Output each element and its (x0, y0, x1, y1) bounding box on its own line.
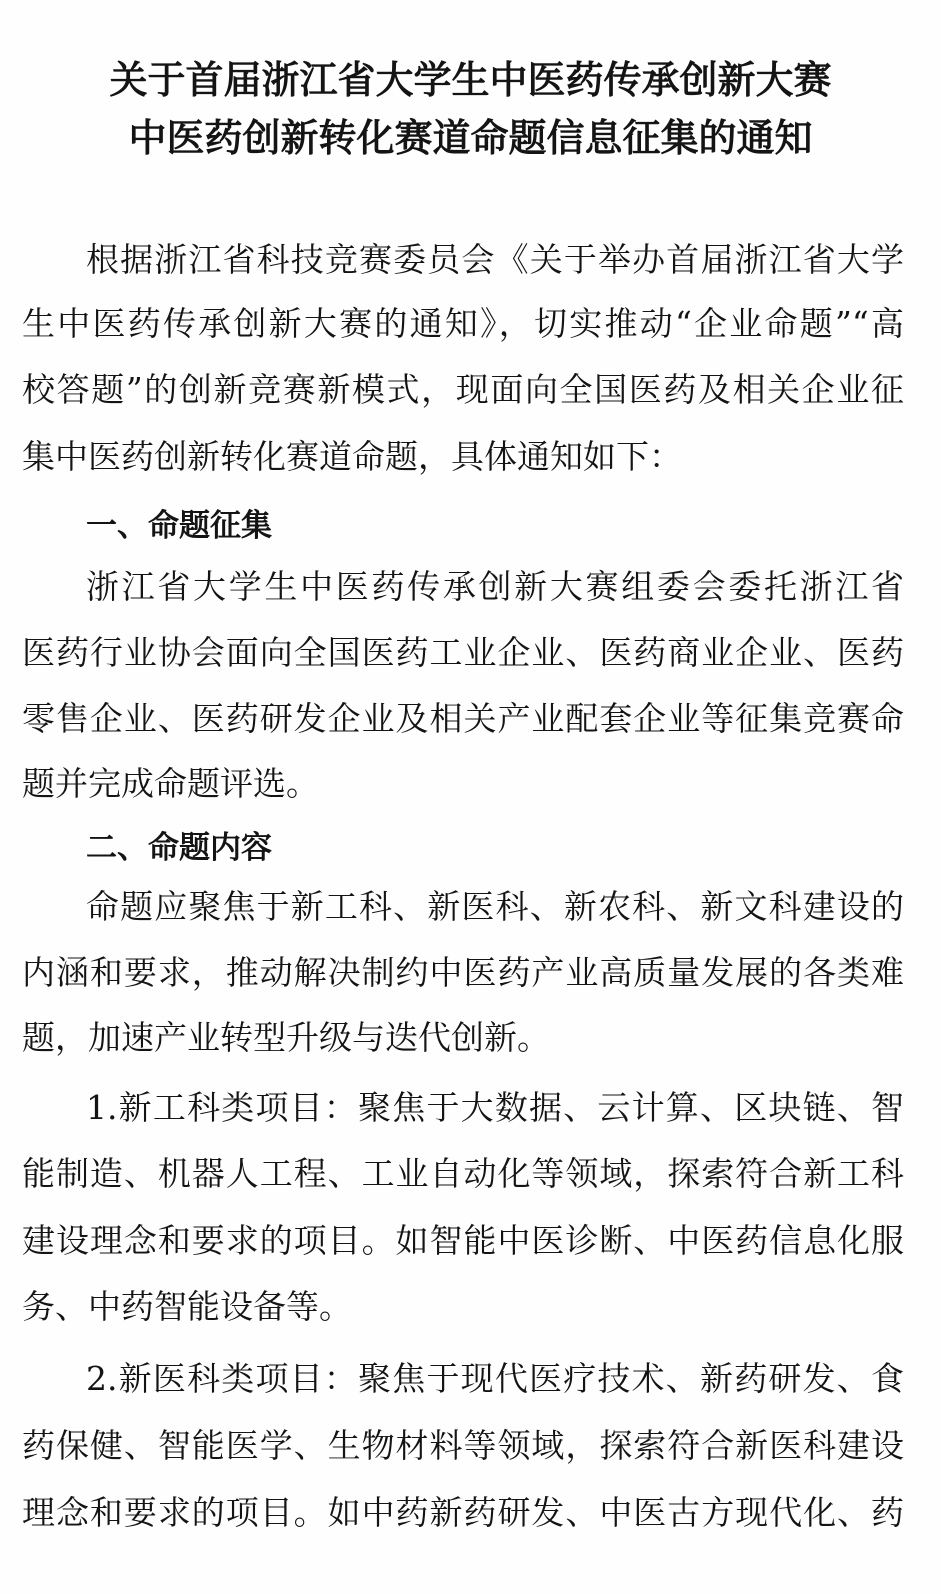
body-line: 命题应聚焦于新工科、新医科、新农科、新文科建设的 (86, 887, 904, 926)
body-line: 校答题”的创新竞赛新模式，现面向全国医药及相关企业征 (22, 370, 904, 409)
body-line: 理念和要求的项目。如中药新药研发、中医古方现代化、药 (22, 1493, 904, 1532)
body-line: 内涵和要求，推动解决制约中医药产业高质量发展的各类难 (22, 953, 904, 992)
body-line: 1.新工科类项目：聚焦于大数据、云计算、区块链、智 (86, 1088, 904, 1127)
body-line: 题并完成命题评选。 (22, 764, 319, 803)
section-heading-2: 二、命题内容 (86, 830, 272, 866)
body-line: 根据浙江省科技竞赛委员会《关于举办首届浙江省大学 (86, 240, 904, 279)
body-line: 集中医药创新转化赛道命题，具体通知如下： (22, 437, 682, 476)
body-line: 医药行业协会面向全国医药工业企业、医药商业企业、医药 (22, 633, 904, 672)
body-line: 建设理念和要求的项目。如智能中医诊断、中医药信息化服 (22, 1221, 904, 1260)
body-line: 浙江省大学生中医药传承创新大赛组委会委托浙江省 (86, 567, 904, 606)
document-title-line-1: 关于首届浙江省大学生中医药传承创新大赛 (109, 58, 832, 102)
document-title-line-2: 中医药创新转化赛道命题信息征集的通知 (128, 116, 813, 160)
body-line: 药保健、智能医学、生物材料等领域，探索符合新医科建设 (22, 1426, 904, 1465)
body-line: 能制造、机器人工程、工业自动化等领域，探索符合新工科 (22, 1154, 904, 1193)
section-heading-1: 一、命题征集 (86, 508, 272, 544)
body-line: 务、中药智能设备等。 (22, 1287, 352, 1326)
body-line: 生中医药传承创新大赛的通知》，切实推动“企业命题”“高 (22, 304, 904, 343)
body-line: 零售企业、医药研发企业及相关产业配套企业等征集竞赛命 (22, 699, 904, 738)
body-line: 题，加速产业转型升级与迭代创新。 (22, 1018, 550, 1057)
body-line: 2.新医科类项目：聚焦于现代医疗技术、新药研发、食 (86, 1359, 904, 1398)
